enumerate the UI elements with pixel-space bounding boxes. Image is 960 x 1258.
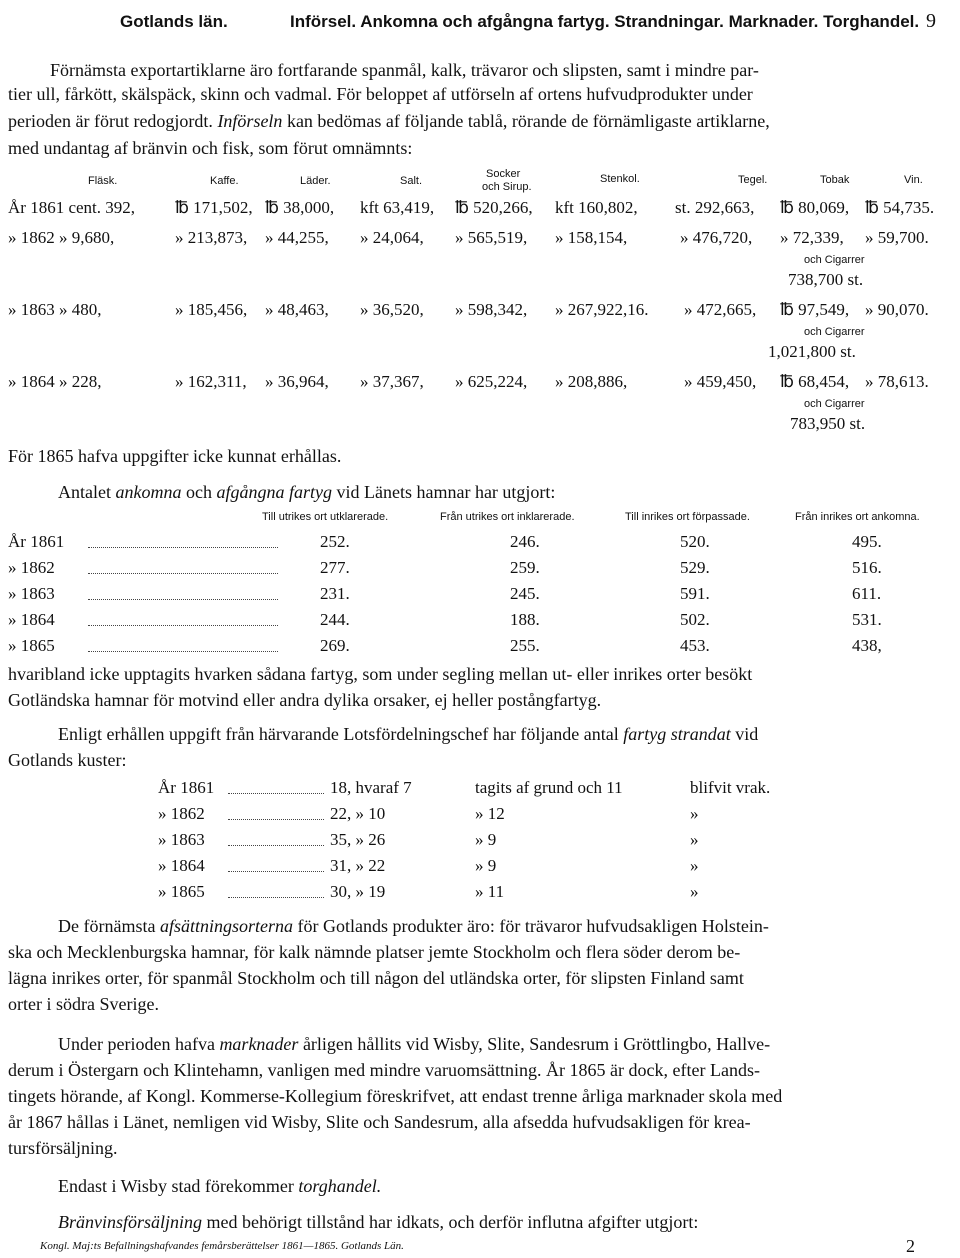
ships-year: » 1863 bbox=[8, 584, 55, 603]
cell: ℔ 68,454, bbox=[780, 372, 850, 391]
leader-dots bbox=[228, 819, 324, 820]
ships-value: 453. bbox=[680, 636, 710, 655]
market-p2-l4: år 1867 hållas i Länet, nemligen vid Wisby, Slite och Sandesrum, alla afsedda hufvudsakligen för krea- bbox=[8, 1112, 751, 1132]
cigarrer-label: och Cigarrer bbox=[804, 254, 865, 266]
cell: ℔ 97,549, bbox=[780, 300, 850, 319]
leader-dots bbox=[88, 625, 278, 626]
cell: » 1862 » 9,680, bbox=[8, 228, 115, 247]
strand-cell: 30, » 19 bbox=[330, 882, 386, 901]
strand-intro-2: Gotlands kuster: bbox=[8, 750, 127, 770]
cigarrer-1864: 783,950 st. bbox=[790, 414, 866, 433]
col-header-salt: Salt. bbox=[400, 175, 423, 187]
cell: » 565,519, bbox=[455, 228, 528, 247]
col-header-flask: Fläsk. bbox=[88, 175, 118, 187]
ships-year: » 1864 bbox=[8, 610, 55, 629]
market-p2-l1: Under perioden hafva marknader årligen hållits vid Wisby, Slite, Sandesrum i Gröttlingbo, Hallve- bbox=[58, 1034, 771, 1054]
market-p2-l5: tursförsäljning. bbox=[8, 1138, 118, 1158]
ships-after-2: Gotländska hamnar för motvind eller andra dylika orsaker, ej heller postångfartyg. bbox=[8, 690, 602, 710]
intro-line-4: med undantag af bränvin och fisk, som förut omnämnts: bbox=[8, 138, 413, 158]
strand-cell: » 12 bbox=[475, 804, 505, 823]
ships-header-3: Till inrikes ort förpassade. bbox=[625, 511, 750, 523]
col-header-lader: Läder. bbox=[300, 175, 331, 187]
ships-year: År 1861 bbox=[8, 532, 65, 551]
cell: » 90,070. bbox=[865, 300, 929, 319]
ships-value: 188. bbox=[510, 610, 540, 629]
cell: ℔ 80,069, bbox=[780, 198, 850, 217]
leader-dots bbox=[88, 573, 278, 574]
leader-dots bbox=[228, 793, 324, 794]
strand-cell: » 1865 bbox=[158, 882, 205, 901]
strand-cell: » bbox=[690, 830, 699, 849]
cell: kft 63,419, bbox=[360, 198, 435, 217]
ships-value: 269. bbox=[320, 636, 350, 655]
strand-cell: År 1861 bbox=[158, 778, 215, 797]
col-header-sirup: och Sirup. bbox=[482, 181, 532, 193]
ships-header-2: Från utrikes ort inklarerade. bbox=[440, 511, 575, 523]
strand-cell: 18, hvaraf 7 bbox=[330, 778, 412, 797]
ships-value: 277. bbox=[320, 558, 350, 577]
col-header-tegel: Tegel. bbox=[738, 174, 768, 186]
market-p3: Endast i Wisby stad förekommer torghandel. bbox=[58, 1176, 382, 1196]
cell: » 625,224, bbox=[455, 372, 528, 391]
cell: » 36,964, bbox=[265, 372, 329, 391]
cell: » 78,613. bbox=[865, 372, 929, 391]
ships-value: 244. bbox=[320, 610, 350, 629]
intro-line-1: Förnämsta exportartiklarne äro fortfarande spanmål, kalk, trävaror och slipsten, samt i mindre par- bbox=[50, 60, 759, 80]
strand-cell: 31, » 22 bbox=[330, 856, 386, 875]
cell: » 72,339, bbox=[780, 228, 844, 247]
cell: ℔ 54,735. bbox=[865, 198, 935, 217]
strand-cell: » 9 bbox=[475, 830, 497, 849]
cell: » 472,665, bbox=[684, 300, 757, 319]
cell: ℔ 520,266, bbox=[455, 198, 533, 217]
col-header-socker: Socker bbox=[486, 168, 521, 180]
strand-cell: 22, » 10 bbox=[330, 804, 386, 823]
intro-line-3: perioden är förut redogjordt. Införseln kan bedömas af följande tablå, rörande de förnämligaste artiklarne, bbox=[8, 111, 770, 131]
cigarrer-1862: 738,700 st. bbox=[788, 270, 864, 289]
market-p1-l1: De förnämsta afsättningsorterna för Gotlands produkter äro: för trävaror hufvudsakligen Holstein- bbox=[58, 916, 769, 936]
market-p1-l3: lägna inrikes orter, för spanmål Stockholm och till någon del utländska orter, för slipsten Finland samt bbox=[8, 968, 744, 988]
page-number: 9 bbox=[926, 10, 936, 32]
ships-after-1: hvaribland icke upptagits hvarken sådana fartyg, som under segling mellan ut- eller inrikes orter besökt bbox=[8, 664, 753, 684]
market-p1-l2: ska och Mecklenburgska hamnar, för kalk nämnde platser jemte Stockholm och flera söder derom be- bbox=[8, 942, 741, 962]
cell: » 36,520, bbox=[360, 300, 424, 319]
strand-cell: » bbox=[690, 856, 699, 875]
leader-dots bbox=[88, 599, 278, 600]
strand-cell: » bbox=[690, 882, 699, 901]
strand-cell: » 11 bbox=[475, 882, 505, 901]
cell: » 213,873, bbox=[175, 228, 248, 247]
header-county: Gotlands län. bbox=[120, 12, 228, 31]
ships-value: 520. bbox=[680, 532, 710, 551]
ships-value: 245. bbox=[510, 584, 540, 603]
cell: st. 292,663, bbox=[675, 198, 755, 217]
cell: ℔ 38,000, bbox=[265, 198, 335, 217]
cigarrer-1863: 1,021,800 st. bbox=[768, 342, 856, 361]
leader-dots bbox=[228, 897, 324, 898]
ships-value: 438, bbox=[852, 636, 882, 655]
cell: kft 160,802, bbox=[555, 198, 638, 217]
cell: År 1861 cent. 392, bbox=[8, 198, 136, 217]
header-topics: Införsel. Ankomna och afgångna fartyg. Strandningar. Marknader. Torghandel. bbox=[290, 12, 920, 31]
cell: » 158,154, bbox=[555, 228, 628, 247]
ships-value: 502. bbox=[680, 610, 710, 629]
ships-value: 255. bbox=[510, 636, 540, 655]
ships-value: 252. bbox=[320, 532, 350, 551]
cell: » 59,700. bbox=[865, 228, 929, 247]
ships-value: 495. bbox=[852, 532, 882, 551]
col-header-vin: Vin. bbox=[904, 174, 923, 186]
footer-source: Kongl. Maj:ts Befallningshafvandes femårsberättelser 1861—1865. Gotlands Län. bbox=[40, 1240, 404, 1252]
cell: » 24,064, bbox=[360, 228, 424, 247]
cell: » 1863 » 480, bbox=[8, 300, 102, 319]
strand-cell: » 1864 bbox=[158, 856, 205, 875]
cell: » 208,886, bbox=[555, 372, 628, 391]
ships-header-4: Från inrikes ort ankomna. bbox=[795, 511, 920, 523]
leader-dots bbox=[88, 547, 278, 548]
cell: » 37,367, bbox=[360, 372, 424, 391]
cell: » 48,463, bbox=[265, 300, 329, 319]
ships-value: 246. bbox=[510, 532, 540, 551]
ships-value: 611. bbox=[852, 584, 882, 603]
leader-dots bbox=[228, 845, 324, 846]
cigarrer-label: och Cigarrer bbox=[804, 326, 865, 338]
leader-dots bbox=[88, 651, 278, 652]
cell: » 267,922,16. bbox=[555, 300, 649, 319]
market-p1-l4: orter i södra Sverige. bbox=[8, 994, 159, 1014]
strand-cell: » 1862 bbox=[158, 804, 205, 823]
ships-value: 531. bbox=[852, 610, 882, 629]
ships-year: » 1865 bbox=[8, 636, 55, 655]
strand-intro-1: Enligt erhållen uppgift från härvarande Lotsfördelningschef har följande antal fartyg strandat vid bbox=[58, 724, 759, 744]
cell: » 476,720, bbox=[680, 228, 753, 247]
footer-sheet-number: 2 bbox=[906, 1236, 915, 1256]
ships-value: 516. bbox=[852, 558, 882, 577]
cell: » 185,456, bbox=[175, 300, 248, 319]
strand-cell: tagits af grund och 11 bbox=[475, 778, 623, 797]
strand-cell: blifvit vrak. bbox=[690, 778, 771, 797]
leader-dots bbox=[228, 871, 324, 872]
strand-cell: » bbox=[690, 804, 699, 823]
cell: ℔ 171,502, bbox=[175, 198, 253, 217]
col-header-kaffe: Kaffe. bbox=[210, 175, 239, 187]
ships-value: 529. bbox=[680, 558, 710, 577]
col-header-stenkol: Stenkol. bbox=[600, 173, 640, 185]
col-header-tobak: Tobak bbox=[820, 174, 850, 186]
cell: » 1864 » 228, bbox=[8, 372, 102, 391]
strand-cell: » 9 bbox=[475, 856, 497, 875]
market-p2-l3: tingets hörande, af Kongl. Kommerse-Kollegium föreskrifvet, att endast trenne årliga marknader skola med bbox=[8, 1086, 783, 1106]
strand-cell: 35, » 26 bbox=[330, 830, 386, 849]
ships-value: 231. bbox=[320, 584, 350, 603]
note-1865: För 1865 hafva uppgifter icke kunnat erhållas. bbox=[8, 446, 342, 466]
ships-year: » 1862 bbox=[8, 558, 55, 577]
cigarrer-label: och Cigarrer bbox=[804, 398, 865, 410]
cell: » 44,255, bbox=[265, 228, 329, 247]
ships-value: 591. bbox=[680, 584, 710, 603]
ships-intro: Antalet ankomna och afgångna fartyg vid Länets hamnar har utgjort: bbox=[58, 482, 556, 502]
ships-value: 259. bbox=[510, 558, 540, 577]
intro-line-2: tier ull, fårkött, skälspäck, skinn och vadmal. För beloppet af utförseln af ortens hufvudprodukter under bbox=[8, 84, 753, 104]
market-p4: Bränvinsförsäljning med behörigt tillstånd har idkats, och derför influtna afgifter utgjort: bbox=[58, 1212, 699, 1232]
cell: » 598,342, bbox=[455, 300, 528, 319]
strand-cell: » 1863 bbox=[158, 830, 205, 849]
cell: » 459,450, bbox=[684, 372, 757, 391]
market-p2-l2: derum i Östergarn och Klintehamn, vanligen med mindre varuomsättning. År 1865 är dock, efter Lands- bbox=[8, 1060, 760, 1080]
ships-header-1: Till utrikes ort utklarerade. bbox=[262, 511, 389, 523]
cell: » 162,311, bbox=[175, 372, 247, 391]
